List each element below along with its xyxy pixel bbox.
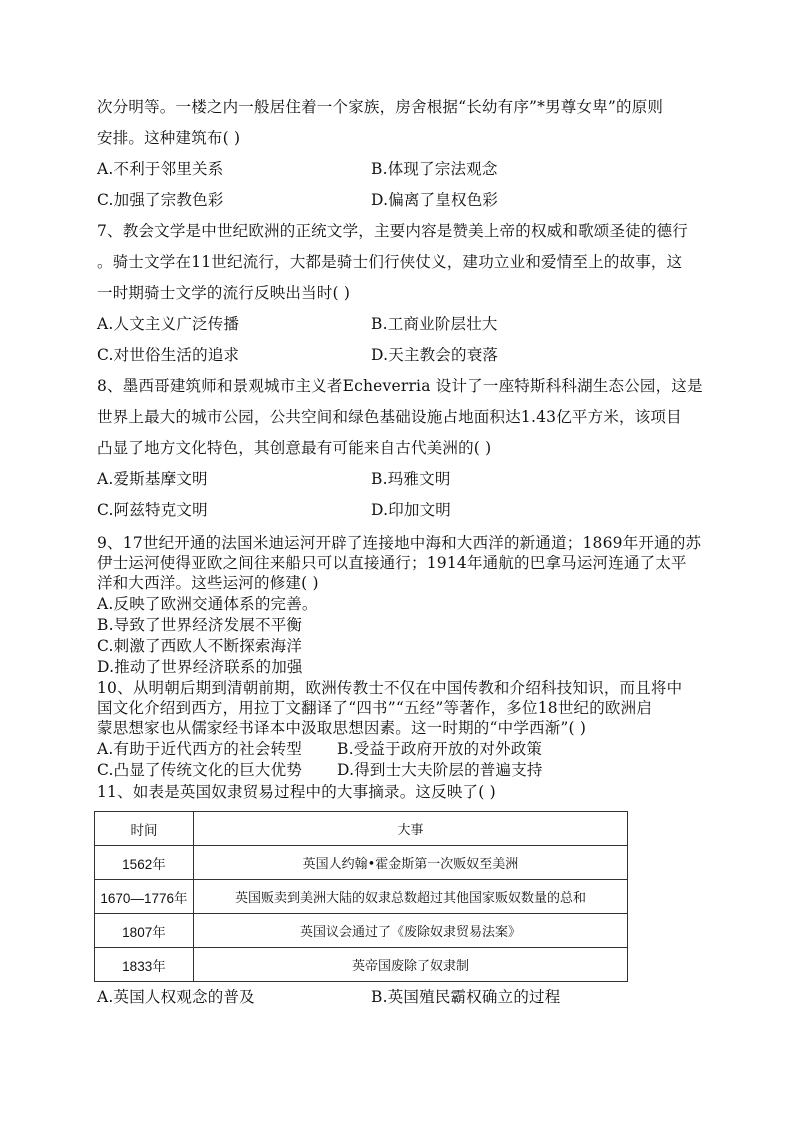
table-row <box>95 846 628 880</box>
row-1-time: 1562年 <box>95 846 194 880</box>
q8-stem-line-2: 世界上最大的城市公园，公共空间和绿色基础设施占地面积达1.43亿平方米，该项目 <box>97 408 682 426</box>
q7-option-d[interactable]: D.天主教会的衰落 <box>371 346 499 364</box>
q9-option-b[interactable]: B.导致了世界经济发展不平衡 <box>97 616 303 634</box>
q9-option-c[interactable]: C.刺激了西欧人不断探索海洋 <box>97 637 303 655</box>
q6-option-c[interactable]: C.加强了宗教色彩 <box>97 191 224 209</box>
table-row <box>95 914 628 948</box>
row-4-event: 英帝国废除了奴隶制 <box>193 948 627 982</box>
q10-option-b[interactable]: B.受益于政府开放的对外政策 <box>337 740 543 758</box>
q7-option-a[interactable]: A.人文主义广泛传播 <box>97 315 240 333</box>
q8-option-a[interactable]: A.爱斯基摩文明 <box>97 470 208 488</box>
q6-stem-line-2: 安排。这种建筑布( ) <box>97 129 241 147</box>
q9-option-d[interactable]: D.推动了世界经济联系的加强 <box>97 658 303 676</box>
q8-option-b[interactable]: B.玛雅文明 <box>371 470 451 488</box>
q7-option-b[interactable]: B.工商业阶层壮大 <box>371 315 498 333</box>
q6-stem-line-1: 次分明等。一楼之内一般居住着一个家族，房舍根据“长幼有序”*男尊女卑”的原则 <box>97 98 664 116</box>
table-row <box>95 880 628 914</box>
q8-option-c[interactable]: C.阿兹特克文明 <box>97 501 208 519</box>
q11-option-b[interactable]: B.英国殖民霸权确立的过程 <box>371 988 561 1006</box>
row-4-time: 1833年 <box>95 948 194 982</box>
q9-option-a[interactable]: A.反映了欧洲交通体系的完善。 <box>97 595 318 613</box>
q10-option-a[interactable]: A.有助于近代西方的社会转型 <box>97 740 302 758</box>
header-event: 大事 <box>193 812 627 846</box>
row-2-time: 1670—1776年 <box>95 880 194 914</box>
q8-stem-line-3: 凸显了地方文化特色，其创意最有可能来自古代美洲的( ) <box>97 439 492 457</box>
q11-stem: 11、如表是英国奴隶贸易过程中的大事摘录。这反映了( ) <box>97 783 496 801</box>
table-row <box>95 948 628 982</box>
q11-option-a[interactable]: A.英国人权观念的普及 <box>97 988 255 1006</box>
q7-stem-line-3: 一时期骑士文学的流行反映出当时( ) <box>97 284 351 302</box>
q6-option-d[interactable]: D.偏离了皇权色彩 <box>371 191 499 209</box>
q10-stem-line-2: 国文化介绍到西方，用拉丁文翻译了“四书”“五经”等著作，多位18世纪的欧洲启 <box>97 699 653 717</box>
q8-option-d[interactable]: D.印加文明 <box>371 501 452 519</box>
q9-stem-line-3: 洋和大西洋。这些运河的修建( ) <box>97 574 319 592</box>
q9-stem-line-2: 伊士运河使得亚欧之间往来船只可以直接通行；1914年通航的巴拿马运河连通了太平 <box>97 554 687 572</box>
q10-option-d[interactable]: D.得到士大夫阶层的普遍支持 <box>337 761 543 779</box>
q7-stem-line-1: 7、教会文学是中世纪欧洲的正统文学，主要内容是赞美上帝的权威和歌颂圣徒的德行 <box>97 222 688 240</box>
q6-option-b[interactable]: B.体现了宗法观念 <box>371 160 498 178</box>
q9-stem-line-1: 9、17世纪开通的法国米迪运河开辟了连接地中海和大西洋的新通道；1869年开通的苏 <box>97 534 702 552</box>
header-time: 时间 <box>95 812 194 846</box>
q6-option-a[interactable]: A.不利于邻里关系 <box>97 160 224 178</box>
q8-stem-line-1: 8、墨西哥建筑师和景观城市主义者Echeverria 设计了一座特斯科科湖生态公园，这是 <box>97 377 703 395</box>
table-header-row <box>95 812 628 846</box>
q10-stem-line-1: 10、从明朝后期到清朝前期，欧洲传教士不仅在中国传教和介绍科技知识，而且将中 <box>97 679 683 697</box>
row-2-event: 英国贩卖到美洲大陆的奴隶总数超过其他国家贩奴数量的总和 <box>193 880 627 914</box>
q10-stem-line-3: 蒙思想家也从儒家经书译本中汲取思想因素。这一时期的“中学西渐”( ) <box>97 719 587 737</box>
slave-trade-events-table <box>94 811 628 982</box>
q7-option-c[interactable]: C.对世俗生活的追求 <box>97 346 240 364</box>
row-3-event: 英国议会通过了《废除奴隶贸易法案》 <box>193 914 627 948</box>
q10-option-c[interactable]: C.凸显了传统文化的巨大优势 <box>97 761 303 779</box>
row-1-event: 英国人约翰•霍金斯第一次贩奴至美洲 <box>193 846 627 880</box>
q7-stem-line-2: 。骑士文学在11世纪流行，大都是骑士们行侠仗义，建功立业和爱情至上的故事，这 <box>97 253 683 271</box>
row-3-time: 1807年 <box>95 914 194 948</box>
